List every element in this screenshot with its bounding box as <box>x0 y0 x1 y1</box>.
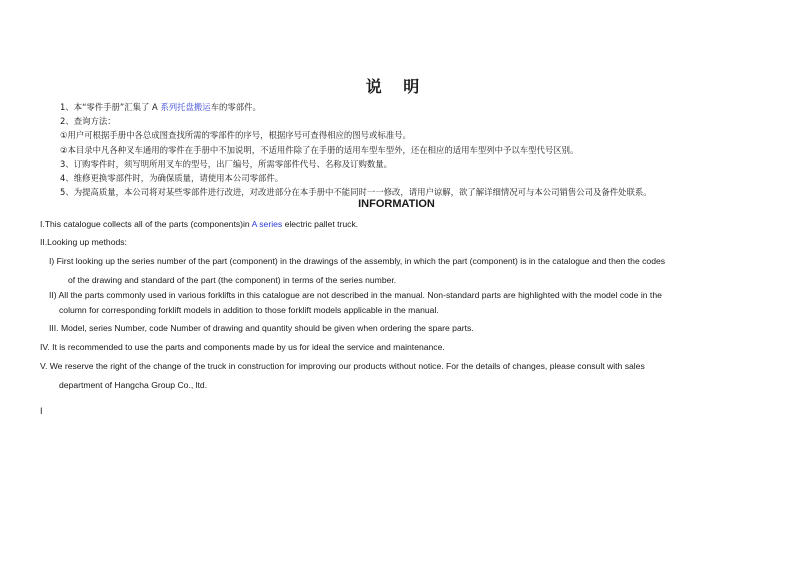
en-item-i <box>40 219 358 229</box>
en-item-iv: IV. It is recommended to use the parts and components made by us for ideal the service and maintenance. <box>40 342 445 352</box>
cn-item-1-text: 1、本“零件手册”汇集了 A <box>60 102 161 112</box>
en-item-ii-2: II) All the parts commonly used in various forklifts in this catalogue are not described in the manual. Non-standard parts are highlighted with the model code in the <box>49 290 662 300</box>
en-item-i-text-end: electric pallet truck. <box>282 219 359 229</box>
cn-item-2-1: ①用户可根据手册中各总成图查找所需的零部件的序号，根据序号可查得相应的图号或标准号。 <box>60 130 411 140</box>
cn-item-3: 3、订购零件时，须写明所用叉车的型号，出厂编号，所需零部件代号、名称及订购数量。 <box>60 159 392 169</box>
en-item-ii-1-cont: of the drawing and standard of the part (the component) in terms of the series number. <box>68 275 397 285</box>
page-mark: I <box>40 406 43 416</box>
information-title: INFORMATION <box>358 198 435 210</box>
chinese-title: 说 明 <box>365 77 428 96</box>
cn-item-1-highlight: 系列托盘搬运 <box>160 102 211 112</box>
cn-item-4: 4、维修更换零部件时，为确保质量，请使用本公司零部件。 <box>60 173 284 183</box>
cn-item-2: 2、查询方法： <box>60 116 116 126</box>
cn-item-5: 5、为提高质量，本公司将对某些零部件进行改进，对改进部分在本手册中不能同时一一修改，请用户谅解，欲了解详细情况可与本公司销售公司及备件处联系。 <box>60 187 652 197</box>
en-item-i-highlight: A series <box>251 219 283 229</box>
en-item-ii: II.Looking up methods: <box>40 237 127 247</box>
en-item-v: V. We reserve the right of the change of the truck in construction for improving our products without notice. For the details of changes, please consult with sales <box>40 361 645 371</box>
cn-item-1-text-end: 车的零部件。 <box>210 102 261 112</box>
en-item-ii-1: I) First looking up the series number of the part (component) in the drawings of the assembly, in which the part (component) is in the catalogue and then the codes <box>49 256 666 266</box>
en-item-v-cont: department of Hangcha Group Co., ltd. <box>59 380 208 390</box>
cn-item-1 <box>60 101 261 113</box>
en-item-i-text: I.This catalogue collects all of the parts (components)in <box>40 219 252 229</box>
en-item-ii-3: III. Model, series Number, code Number of drawing and quantity should be given when ordering the spare parts. <box>49 323 474 333</box>
en-item-ii-2-cont: column for corresponding forklift models in addition to those forklift models applicable in the manual. <box>59 305 439 315</box>
cn-item-2-2: ②本目录中凡各种叉车通用的零件在手册中不加说明，不适用件除了在手册的适用车型车型外，还在相应的适用车型列中予以车型代号区别。 <box>60 145 579 155</box>
